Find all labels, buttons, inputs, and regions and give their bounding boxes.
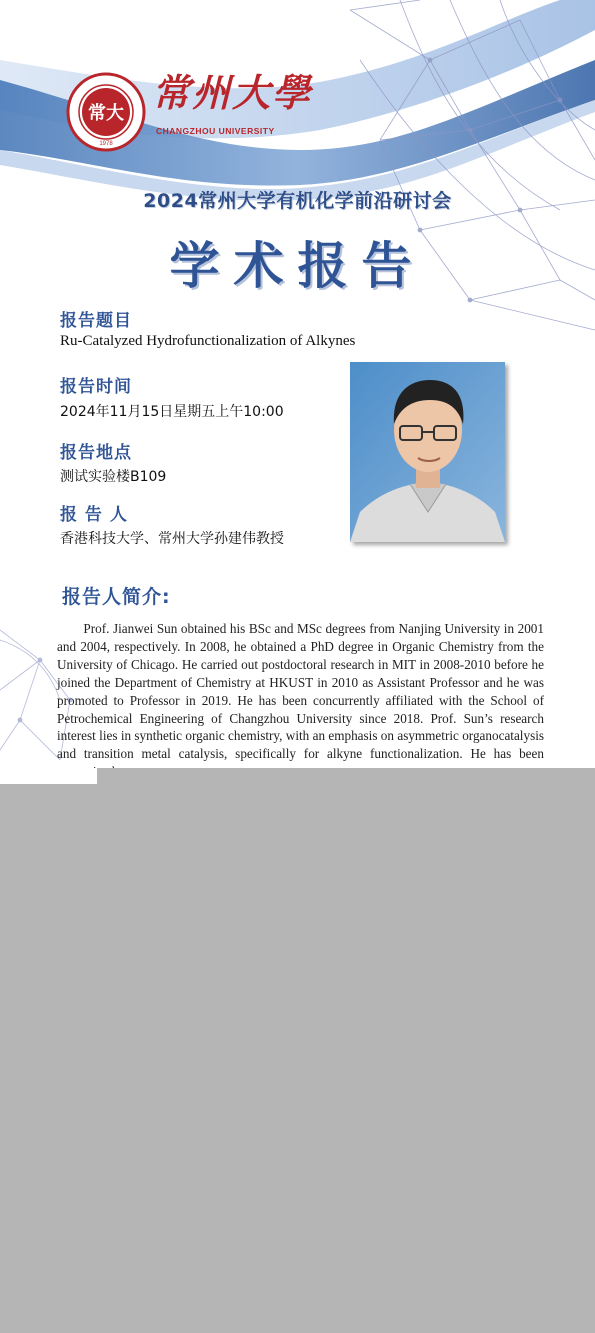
svg-text:1978: 1978 (99, 141, 113, 147)
bio-heading: 报告人简介: (62, 586, 171, 608)
place-value: 测试实验楼B109 (60, 469, 167, 485)
brand-name-en: CHANGZHOU UNIVERSITY (156, 126, 275, 136)
speaker-label: 报 告 人 (60, 505, 128, 525)
time-value: 2024年11月15日星期五上午10:00 (60, 404, 284, 420)
white-notch (0, 768, 97, 784)
gray-fill-area (0, 768, 595, 1333)
place-label: 报告地点 (60, 443, 132, 463)
speaker-portrait (350, 362, 505, 542)
time-label: 报告时间 (60, 377, 132, 397)
speaker-value: 香港科技大学、常州大学孙建伟教授 (60, 531, 284, 547)
university-seal-icon (66, 72, 146, 152)
topic-label: 报告题目 (60, 311, 132, 331)
bio-text: Prof. Jianwei Sun obtained his BSc and MSc degrees from Nanjing University in 2001 and 2004, respectively. In 2008, he obtained a PhD degree in Organic Chemistry from the University of Chicago. He carried out postdoctoral research in MIT in 2008-2010 before he joined the Department of Chemistry at HKUST in 2010 as Assistant Professor and he was promoted to Professor in 2019. He has been concurrently affiliated with the School of Petrochemical Engineering of Changzhou University since 2018. Prof. Sun’s research interest lies in synthetic organic chemistry, with an emphasis on asymmetric organocatalysis and transition metal catalysis, specifically for alkyne functionalization. He has been (57, 621, 544, 762)
conference-title: 2024常州大学有机化学前沿研讨会 (143, 190, 452, 212)
topic-value: Ru-Catalyzed Hydrofunctionalization of Alkynes (60, 333, 356, 349)
brand-name-cn: 常州大學 (152, 70, 313, 115)
main-title: 学术报告 (169, 237, 426, 295)
svg-text:常大: 常大 (88, 103, 124, 124)
